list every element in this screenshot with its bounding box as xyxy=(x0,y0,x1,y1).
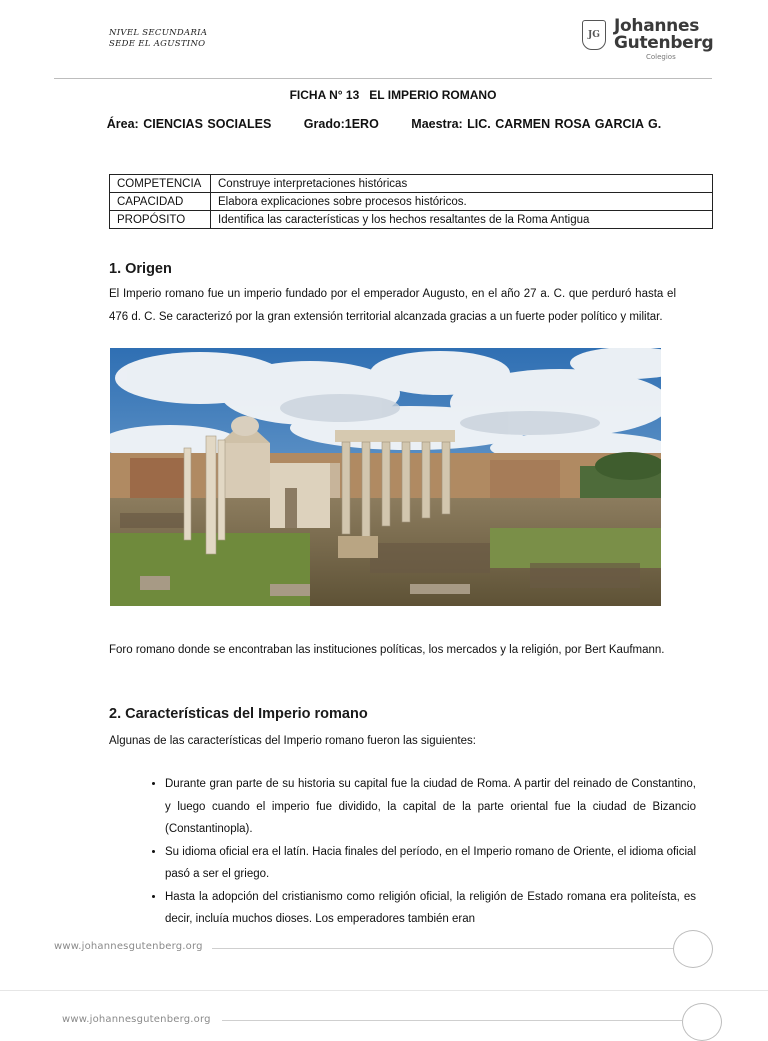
crest-icon: JG xyxy=(582,20,606,50)
table-key: CAPACIDAD xyxy=(110,193,211,211)
school-level-label xyxy=(109,28,207,50)
page-break-line xyxy=(0,990,768,991)
list-item: • Su idioma oficial era el latín. Hacia finales del período, en el Imperio romano de Oriente, el idioma oficial pasó a ser el griego. xyxy=(165,841,696,886)
section-heading-origen: 1. Origen xyxy=(109,261,172,277)
table-key: COMPETENCIA xyxy=(110,175,211,193)
logo-subtitle: Colegios xyxy=(646,53,676,61)
school-campus-line: SEDE EL AGUSTINO xyxy=(109,39,206,49)
table-row xyxy=(110,193,713,211)
teacher-label: Maestra: LIC. CARMEN ROSA GARCIA G. xyxy=(411,117,662,131)
characteristics-intro: Algunas de las características del Imperio romano fueron las siguientes: xyxy=(109,735,476,747)
photo-caption: Foro romano donde se encontraban las instituciones políticas, los mercados y la religión, por Bert Kaufmann. xyxy=(109,644,665,656)
list-item: • Hasta la adopción del cristianismo como religión oficial, la religión de Estado romana era politeísta, es decir, incluía muchos dioses. Los emperadores también eran xyxy=(165,886,696,931)
next-page-footer-divider xyxy=(222,1020,682,1021)
table-value: Construye interpretaciones históricas xyxy=(211,175,713,193)
logo-wordmark xyxy=(614,18,713,52)
logo-line1: Johannes xyxy=(614,16,700,36)
competency-table xyxy=(109,174,713,229)
footer-circle-icon xyxy=(673,930,713,968)
grade-label: Grado:1ERO xyxy=(303,117,379,131)
logo-line2: Gutenberg xyxy=(614,33,714,53)
origin-paragraph: El Imperio romano fue un imperio fundado por el emperador Augusto, en el año 27 a. C. que perduró hasta el 476 d. C. Se caracterizó por la gran extensión territorial alcanzada gracias a un fuerte poder político y militar. xyxy=(109,288,676,323)
area-label: Área: CIENCIAS SOCIALES xyxy=(106,117,272,131)
footer-divider xyxy=(212,948,674,949)
table-row xyxy=(110,211,713,229)
table-row xyxy=(110,175,713,193)
list-item: • Durante gran parte de su historia su capital fue la ciudad de Roma. A partir del reinado de Constantino, y luego cuando el imperio fue dividido, la capital de la parte oriental fue la ciudad de Bizancio (Constantinopla). xyxy=(165,773,696,841)
header-divider xyxy=(54,78,712,79)
worksheet-meta xyxy=(0,117,768,131)
next-page-circle-icon xyxy=(682,1003,722,1041)
table-value: Elabora explicaciones sobre procesos históricos. xyxy=(211,193,713,211)
table-value: Identifica las características y los hechos resaltantes de la Roma Antigua xyxy=(211,211,713,229)
footer-url: www.johannesgutenberg.org xyxy=(54,941,203,952)
school-level-line: NIVEL SECUNDARIA xyxy=(109,28,208,38)
next-page-footer-url: www.johannesgutenberg.org xyxy=(62,1014,211,1025)
worksheet-title: FICHA N° 13 EL IMPERIO ROMANO xyxy=(289,88,497,102)
table-key: PROPÓSITO xyxy=(110,211,211,229)
roman-forum-photo xyxy=(110,348,661,606)
section-heading-caracteristicas: 2. Características del Imperio romano xyxy=(109,706,368,722)
school-logo xyxy=(582,18,722,66)
characteristics-list xyxy=(145,773,696,931)
